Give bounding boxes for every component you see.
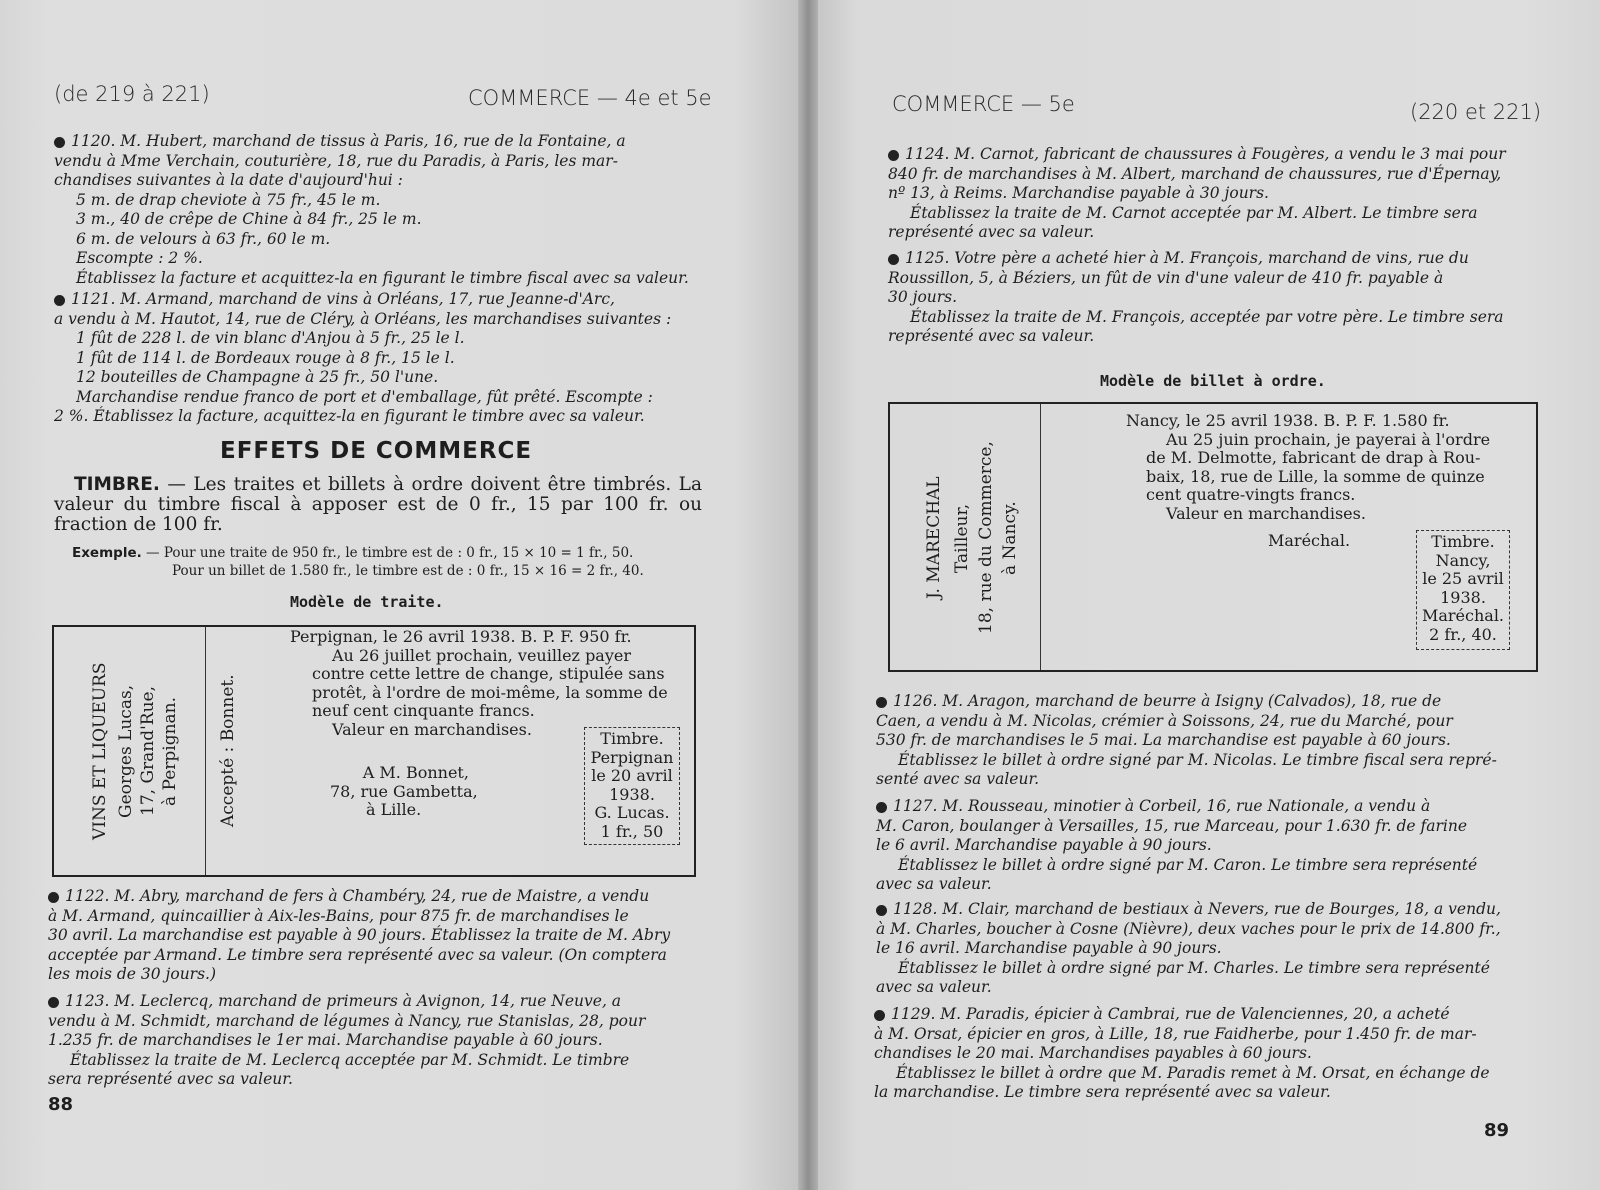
timbre-label: TIMBRE.	[74, 474, 160, 495]
billet-city: à Nancy.	[1000, 501, 1020, 575]
bullet-icon	[888, 150, 899, 161]
billet-trade: Tailleur,	[952, 503, 972, 573]
exercise-1122: 1122. M. Abry, marchand de fers à Chambéry, 24, rue de Maistre, a vendu à M. Armand, quincaillier à Aix-les-Bains, pour 875 fr. de marchandises le 30 avril. La marchandise est payable à 90 jours. Établissez la traite de M. Abry acceptée par Armand. Le timbre sera représenté avec sa valeur. (On comptera les mois de 30 jours.)	[48, 887, 671, 983]
bullet-icon	[876, 802, 887, 813]
bullet-icon	[888, 254, 899, 265]
bullet-icon	[48, 892, 59, 903]
right-header-range: (220 et 221)	[1410, 100, 1542, 124]
right-page-number: 89	[1484, 1120, 1510, 1141]
traite-firm-street: 17, Grand'Rue,	[138, 686, 158, 816]
billet-stamp: Timbre. Nancy, le 25 avril 1938. Maréchal. 2 fr., 40.	[1416, 530, 1510, 650]
traite-divider	[205, 627, 206, 875]
billet-name: J. MARECHAL	[924, 476, 944, 600]
billet-signature: Maréchal.	[1268, 531, 1351, 550]
exercise-1126: 1126. M. Aragon, marchand de beurre à Isigny (Calvados), 18, rue de Caen, a vendu à M. Nicolas, crémier à Soissons, 24, rue du Marché, pour 530 fr. de marchandises le 5 mai. La marchandise est payable à 60 jours. Établissez le billet à ordre signé par M. Nicolas. Le timbre fiscal sera repré- senté avec sa valeur.	[876, 692, 1497, 788]
right-header-title: COMMERCE — 5e	[892, 92, 1075, 116]
traite-address: A M. Bonnet, 78, rue Gambetta, à Lille.	[330, 763, 478, 819]
bullet-icon	[54, 295, 65, 306]
book-gutter	[798, 0, 818, 1190]
exercise-1129: 1129. M. Paradis, épicier à Cambrai, rue de Valenciennes, 20, a acheté à M. Orsat, épicier en gros, à Lille, 18, rue Faidherbe, pour 1.450 fr. de mar- chandises le 20 mai. Marchandises payables à 60 jours. Établissez le billet à ordre que M. Paradis remet à M. Orsat, en échange de la marchandise. Le timbre sera représenté avec sa valeur.	[874, 1005, 1490, 1101]
bullet-icon	[54, 137, 65, 148]
billet-divider	[1040, 404, 1041, 670]
left-page-number: 88	[48, 1094, 74, 1115]
bullet-icon	[48, 997, 59, 1008]
exercise-1120: 1120. M. Hubert, marchand de tissus à Paris, 16, rue de la Fontaine, a vendu à Mme Verchain, couturière, 18, rue du Paradis, à Paris, les mar- chandises suivantes à la date d'aujourd'hui : 5 m. de drap cheviote à 75 fr., 45 le m. 3 m., 40 de crêpe de Chine à 84 fr., 25 le m. 6 m. de velours à 63 fr., 60 le m. Escompte : 2 %. Établissez la facture et acquittez-la en figurant le timbre fiscal avec sa valeur.	[54, 132, 689, 287]
model-traite-title: Modèle de traite.	[290, 593, 444, 611]
bullet-icon	[874, 1010, 885, 1021]
exercise-1125: 1125. Votre père a acheté hier à M. François, marchand de vins, rue du Roussillon, 5, à Béziers, un fût de vin d'une valeur de 410 fr. payable à 30 jours. Établissez la traite de M. François, acceptée par votre père. Le timbre sera représenté avec sa valeur.	[888, 249, 1504, 345]
left-header-title: COMMERCE — 4e et 5e	[468, 86, 712, 110]
exercise-1127: 1127. M. Rousseau, minotier à Corbeil, 16, rue Nationale, a vendu à M. Caron, boulanger à Versailles, 15, rue Marceau, pour 1.630 fr. de farine le 6 avril. Marchandise payable à 90 jours. Établissez le billet à ordre signé par M. Caron. Le timbre sera représenté avec sa valeur.	[876, 797, 1478, 893]
traite-body: Perpignan, le 26 avril 1938. B. P. F. 950 fr. Au 26 juillet prochain, veuillez payer contre cette lettre de change, stipulée sans protêt, à l'ordre de moi-même, la somme de neuf cent cinquante francs. Valeur en marchandises.	[290, 627, 668, 739]
traite-firm-title: VINS ET LIQUEURS	[90, 662, 110, 840]
example-line-2: Pour un billet de 1.580 fr., le timbre est de : 0 fr., 15 × 16 = 2 fr., 40.	[172, 563, 644, 579]
example-line-1: Exemple. — Pour une traite de 950 fr., le timbre est de : 0 fr., 15 × 10 = 1 fr., 50.	[72, 545, 634, 561]
bullet-icon	[876, 905, 887, 916]
exercise-1128: 1128. M. Clair, marchand de bestiaux à Nevers, rue de Bourges, 18, a vendu, à M. Charles, boucher à Cosne (Nièvre), deux vaches pour le prix de 14.800 fr., le 16 avril. Marchandise payable à 90 jours. Établissez le billet à ordre signé par M. Charles. Le timbre sera représenté avec sa valeur.	[876, 900, 1501, 996]
traite-firm-city: à Perpignan.	[160, 696, 180, 806]
traite-acceptance: Accepté : Bonnet.	[218, 674, 238, 828]
bullet-icon	[876, 697, 887, 708]
left-header-range: (de 219 à 221)	[54, 82, 210, 106]
billet-body: Nancy, le 25 avril 1938. B. P. F. 1.580 fr. Au 25 juin prochain, je payerai à l'ordre de M. Delmotte, fabricant de drap à Rou- baix, 18, rue de Lille, la somme de quinze cent quatre-vingts francs. Valeur en marchandises.	[1126, 411, 1491, 523]
exercise-1123: 1123. M. Leclercq, marchand de primeurs à Avignon, 14, rue Neuve, a vendu à M. Schmidt, marchand de légumes à Nancy, rue Stanislas, 28, pour 1.235 fr. de marchandises le 1er mai. Marchandise payable à 60 jours. Établissez la traite de M. Leclercq acceptée par M. Schmidt. Le timbre sera représenté avec sa valeur.	[48, 992, 646, 1088]
model-billet-title: Modèle de billet à ordre.	[1100, 372, 1326, 390]
traite-firm-name: Georges Lucas,	[116, 684, 136, 818]
traite-stamp: Timbre. Perpignan le 20 avril 1938. G. Lucas. 1 fr., 50	[584, 727, 680, 845]
timbre-paragraph	[54, 475, 702, 535]
billet-street: 18, rue du Commerce,	[976, 441, 996, 635]
exercise-1121: 1121. M. Armand, marchand de vins à Orléans, 17, rue Jeanne-d'Arc, a vendu à M. Hautot, 14, rue de Cléry, à Orléans, les marchandises suivantes : 1 fût de 228 l. de vin blanc d'Anjou à 5 fr., 25 le l. 1 fût de 114 l. de Bordeaux rouge à 8 fr., 15 le l. 12 bouteilles de Champagne à 25 fr., 50 l'une. Marchandise rendue franco de port et d'emballage, fût prêté. Escompte : 2 %. Établissez la facture, acquittez-la en figurant le timbre avec sa valeur.	[54, 290, 672, 425]
example-label: Exemple.	[72, 545, 142, 561]
section-title: EFFETS DE COMMERCE	[220, 438, 533, 464]
exercise-1124: 1124. M. Carnot, fabricant de chaussures à Fougères, a vendu le 3 mai pour 840 fr. de marchandises à M. Albert, marchand de chaussures, rue d'Épernay, nº 13, à Reims. Marchandise payable à 30 jours. Établissez la traite de M. Carnot acceptée par M. Albert. Le timbre sera représenté avec sa valeur.	[888, 145, 1506, 241]
timbre-text: — Les traites et billets à ordre doivent être timbrés. La valeur du timbre fiscal à apposer est de 0 fr., 15 par 100 fr. ou fraction de 100 fr.	[54, 474, 702, 535]
